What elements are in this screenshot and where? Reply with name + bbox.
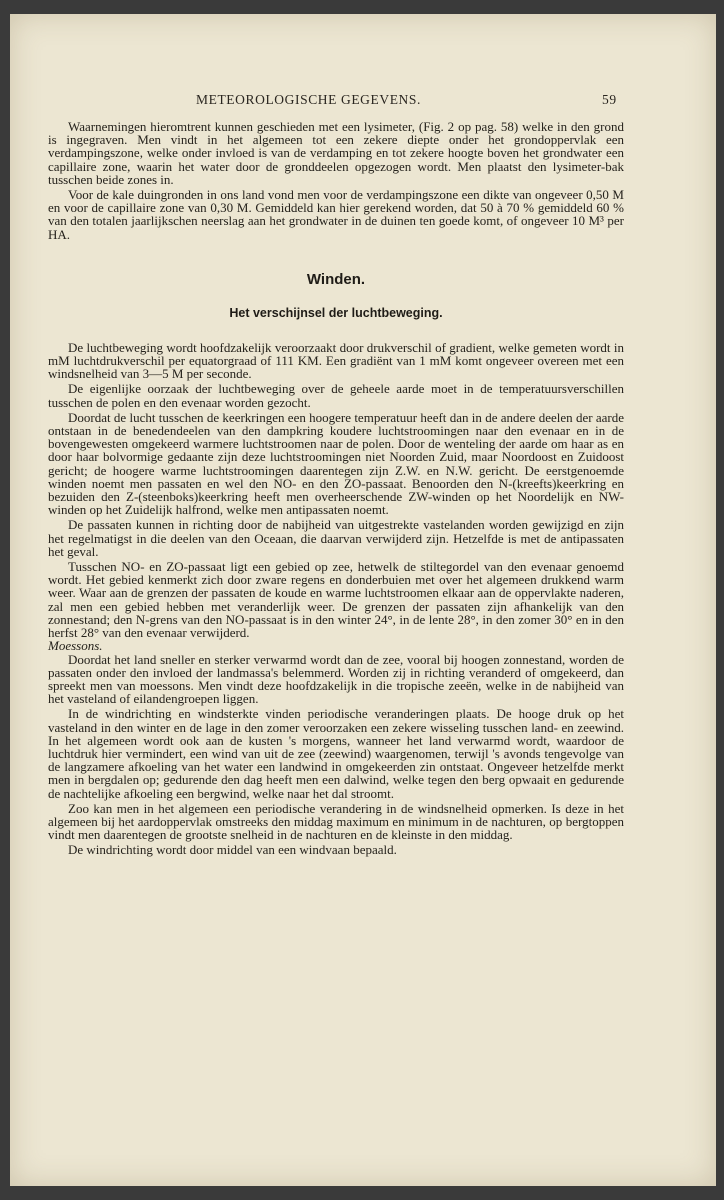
section-heading: Winden. (306, 270, 366, 288)
margin-label-moessons: Moessons. (48, 638, 103, 654)
book-page (10, 14, 716, 1186)
subsection-heading: Het verschijnsel der luchtbeweging. (229, 305, 443, 320)
paragraph-passaten: Doordat de lucht tusschen de keerkringen een hoogere temperatuur heeft dan in de andere deelen der aarde ontstaan in de benedendeelen van den dampkring koudere luchtstroomingen naar den evenaar en in de bovengewesten omgekeerd warmere luchtstroomen naar de polen. Door de wenteling der aarde om haar as en door haar bolvormige gedaante zijn deze luchtstroomingen niet Noorden Zuid, maar Noordoost en Zuidoost gericht; de hoogere warme luchtstroomingen daarentegen zijn Z.W. en N.W. gericht. De eerstgenoemde winden noemt men passaten en wel den NO- en den ZO-passaat. Benoorden den N-(kreefts)keerkring en bezuiden den Z-(steenboks)keerkring heeft men overheerschende ZW-winden op het Noordelijk en NW-winden op het Zuidelijk halfrond, welke men antipassaten noemt. (48, 409, 624, 518)
paragraph-moessons: Doordat het land sneller en sterker verwarmd wordt dan de zee, vooral bij hoogen zonnestand, worden de passaten onder den invloed der landmassa's belemmerd. Worden zij in richting veranderd of omgekeerd, dan spreekt men van moessons. Men vindt deze hoofdzakelijk in die tropische zeeën, welke in de nabijheid van het vasteland of eilandengroepen liggen. (48, 651, 624, 707)
paragraph-gradient: De luchtbeweging wordt hoofdzakelijk veroorzaakt door drukverschil of gradient, welke gemeten wordt in mM luchtdrukverschil per equatorgraad of 111 KM. Een gradiënt van 1 mM komt ongeveer overeen met een windsnelheid van 3—5 M per seconde. (48, 339, 624, 382)
page-number: 59 (602, 92, 617, 107)
running-header (10, 92, 716, 112)
paragraph-oorzaak: De eigenlijke oorzaak der luchtbeweging over de geheele aarde moet in de temperatuursverschillen tusschen de polen en den evenaar worden gezocht. (48, 381, 624, 410)
running-title: METEOROLOGISCHE GEGEVENS. (196, 92, 421, 107)
paragraph-windsnelheid: Zoo kan men in het algemeen een periodische verandering in de windsnelheid opmerken. Is deze in het algemeen bij het aardoppervlak omstreeks den middag maximum en minimum in de nachturen, op bergtoppen vindt men daarentegen de grootste snelheid in de nachturen en de kleinste in den middag. (48, 800, 624, 843)
paragraph-windvaan: De windrichting wordt door middel van een windvaan bepaald. (68, 842, 397, 858)
paragraph-stiltegordel: Tusschen NO- en ZO-passaat ligt een gebied op zee, hetwelk de stiltegordel van den evenaar genoemd wordt. Het gebied kenmerkt zich door zware regens en donderbuien met over het algemeen drukkend warm weer. Waar aan de grenzen der passaten de koude en warme luchtstroomen elkaar aan de oppervlakte naderen, zal men een gebied hebben met veranderlijk weer. De grenzen der passaten zijn afhankelijk van den zonnestand; den N-grens van den NO-passaat is in den winter 24°, in de lente 28°, in den zomer 30° en in den herfst 28° van den evenaar verwijderd. (48, 559, 624, 641)
paragraph-periodisch: In de windrichting en windsterkte vinden periodische veranderingen plaats. De hooge druk op het vasteland in den winter en de lage in den zomer veroorzaken een zekere wisseling tusschen land- en zeewind. In het algemeen wordt ook aan de kusten 's morgens, wanneer het land verwarmd wordt, waardoor de luchtdruk hier vermindert, een wind van uit de zee (zeewind) waargenomen, terwijl 's avonds tengevolge van de langzamere afkoeling van het water een landwind in omgekeerden zin ontstaat. Ongeveer hetzelfde merkt men in bergdalen op; gedurende den dag heeft men een dalwind, welke tegen den berg opwaait en gedurende de nachtelijke afkoeling een bergwind, welke naar het dal stroomt. (48, 706, 624, 801)
paragraph-richting: De passaten kunnen in richting door de nabijheid van uitgestrekte vastelanden worden gewijzigd en zijn het regelmatigst in die deelen van den Oceaan, die daarvan verwijderd zijn. Hetzelfde is met de antipassaten het geval. (48, 517, 624, 559)
paragraph-lysimeter: Waarnemingen hieromtrent kunnen geschieden met een lysimeter, (Fig. 2 op pag. 58) welke in den grond is ingegraven. Men vindt in het algemeen tot een zekere diepte onder het grondoppervlak een verdampingszone, welke onder invloed is van de verdamping en tot zekere hoogte boven het grondwater een capillaire zone, waarin het water door de gronddeelen opgezogen wordt. Men plaatst den lysimeter-bak tusschen beide zones in. (48, 119, 624, 187)
page-body (48, 120, 624, 857)
paragraph-duingronden: Voor de kale duingronden in ons land vond men voor de verdampingszone een dikte van ongeveer 0,50 M en voor de capillaire zone van 0,30 M. Gemiddeld kan hier gerekend worden, dat 50 à 70 % gemiddeld 60 % van den totalen jaarlijkschen neerslag aan het grondwater in de duinen ten goede komt, of ongeveer 10 M³ per HA. (48, 187, 624, 242)
